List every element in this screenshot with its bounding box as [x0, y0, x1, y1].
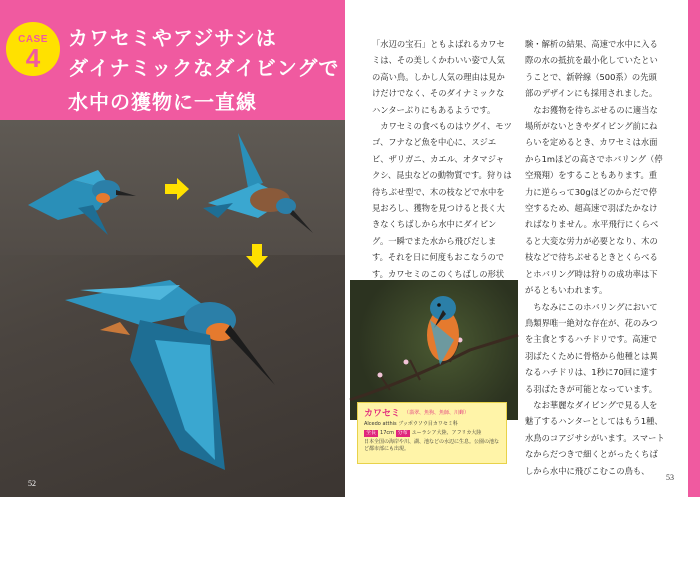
- page-number-left: 52: [28, 479, 36, 488]
- species-range: ユーラシア大陸、アフリカ大陸: [411, 430, 482, 436]
- kingfisher-bird-2: [198, 128, 318, 243]
- species-taxonomy-row: [364, 421, 502, 428]
- case-label: CASE: [18, 34, 48, 45]
- kingfisher-perched-illustration: [350, 280, 518, 420]
- case-badge: [6, 22, 60, 76]
- page-edge-strip: [688, 0, 700, 497]
- range-tag: 分布: [397, 430, 408, 436]
- species-size-row: [364, 430, 502, 437]
- title-line-2: ダイナミックなダイビングで: [68, 56, 340, 80]
- species-latin: Alcedo atthis: [364, 421, 397, 427]
- species-name: カワセミ: [364, 409, 401, 419]
- right-page: [345, 0, 700, 497]
- title-line-3: 水中の獲物に一直線: [68, 90, 257, 114]
- page-number-right: 53: [666, 473, 674, 482]
- arrow-down-icon: [246, 244, 268, 268]
- kingfisher-bird-3: [60, 270, 300, 490]
- case-number: 4: [25, 43, 41, 73]
- title-line-1: カワセミやアジサシは: [68, 26, 277, 50]
- photo-caption: 長く大きなくちばし、短いくび、小さな足――カワセミの特徴であるこの体型は、じつは飛びこむ中で速く進むための特殊な形。: [12, 549, 133, 574]
- page-header: [0, 0, 345, 120]
- kingfisher-bird-1: [18, 150, 138, 240]
- body-text-column-1: 「水辺の宝石」ともよばれるカワセミは、その美しくかわいい姿で人気の高い鳥。しかし人気の理由は見かけだけでなく、そのダイナミックなハンターぶりにもあるようです。 カワセミの食べものはウグイ、モツゴ、フナなど魚を中心に、スジエビ、ザリガニ、カエル、オタマジャクシ、昆虫などの動物質です。狩りは待ちぶせ型で、木の枝などで水中を見おろし、獲物を見つけると長く大きなくちばしから水中にダイビング。一瞬でまた水から飛びだします。それを日に何度もおこなうのです。カワセミのこのくちばしの形状: [372, 39, 512, 279]
- species-order: ブッポウソウ目カワセミ科: [398, 421, 458, 427]
- species-alt-names: （翡翠、魚狗、魚師、川蝉）: [404, 410, 470, 416]
- arrow-right-icon: [165, 178, 189, 200]
- left-page: [0, 0, 345, 574]
- species-info-box: [357, 402, 507, 464]
- species-size: 17cm: [380, 430, 394, 436]
- species-note: 日本全国の海岸や川、湖、池などの水辺に生息。公園の池など都市部にも出現。: [364, 439, 500, 452]
- body-text-column-2: 験・解析の結果、高速で水中に入る際の水の抵抗を最小化していたということで、新幹線（500系）の先頭部のデザインにも採用されました。 なお獲物を待ちぶせるのに適当な場所がないときやダイビング前にねらいを定めるとき、カワセミは水面から1mほどの高さでホバリング（停空飛翔）をすることもあります。重力に逆らって30gほどのからだで停空するため、超高速で羽ばたかなければなりません。水平飛行にくらべると大変な労力が必要となり、木の枝などで待ちぶせるときとくらべるとホバリング時は狩りの成功率は下がるともいわれます。 ちなみにこのホバリングにおいて鳥類界唯一絶対な存在が、花のみつを主食とするハチドリです。高速で羽ばたくために骨格から他種とは異なるハチドリは、1秒に70回に達する羽ばたきが可能となっています。 なお華麗なダイビングで見る人を魅了するハンターとしてはもう1種、水鳥のコアジサシがいます。スマートなからだつきで細くとがったくちばしから水中に飛びこむこの鳥も、: [525, 39, 665, 476]
- kingfisher-perched-photo: [350, 280, 518, 420]
- kingfisher-photo-sequence: [0, 120, 345, 574]
- size-tag: 全長: [366, 430, 377, 436]
